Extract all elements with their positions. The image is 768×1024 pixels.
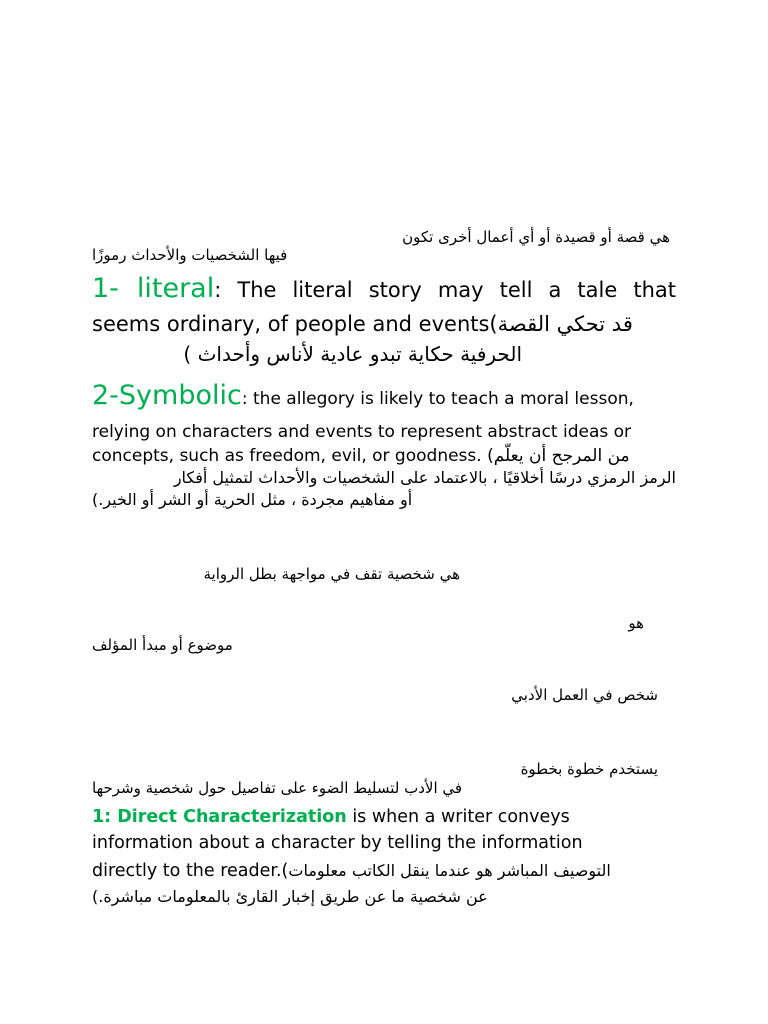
arabic-intro-line-2: فيها الشخصيات والأحداث رموزًا (92, 246, 288, 264)
symbolic-text-3-ar: من المرجح أن يعلّم (493, 446, 630, 466)
literal-line-2 (92, 309, 676, 339)
symbolic-paragraph (92, 376, 676, 511)
literal-paragraph (92, 272, 676, 369)
symbolic-line-2: relying on characters and events to represent abstract ideas or (92, 422, 632, 442)
direct-characterization-heading: 1: Direct Characterization (92, 807, 347, 827)
symbolic-line-5: أو مفاهيم مجردة ، مثل الحرية أو الشر أو الخير.) (92, 490, 413, 509)
literal-text-1: The literal story may tell a tale that (221, 278, 676, 302)
symbolic-heading: 2-Symbolic (92, 380, 242, 411)
symbolic-text-1: the allegory is likely to teach a moral lesson, (247, 389, 634, 409)
direct-text-3-ar: التوصيف المباشر هو عندما ينقل الكاتب معلومات (288, 861, 611, 880)
literal-text-2-en: seems ordinary, of people and events( (92, 312, 498, 336)
arabic-theme-line-1: هو (628, 614, 644, 632)
literal-line-1 (92, 272, 676, 309)
literal-heading: 1- literal (92, 273, 215, 304)
arabic-step-line-1: يستخدم خطوة بخطوة (520, 760, 658, 778)
symbolic-line-1 (92, 376, 676, 419)
direct-line-3 (92, 857, 676, 885)
literal-text-2-ar: قد تحكي القصة (497, 312, 633, 336)
arabic-character: شخص في العمل الأدبي (511, 686, 658, 704)
arabic-theme-line-2: موضوع أو مبدأ المؤلف (92, 636, 233, 654)
arabic-antagonist: هي شخصية تقف في مواجهة بطل الرواية (203, 565, 460, 583)
direct-text-3-en: directly to the reader.( (92, 861, 289, 881)
symbolic-line-4: الرمز الرمزي درسًا أخلاقيًا ، بالاعتماد على الشخصيات والأحداث لتمثيل أفكار (173, 468, 676, 487)
arabic-intro-line-1: هي قصة أو قصيدة أو أي أعمال أخرى تكون (402, 228, 670, 246)
arabic-step-line-2: في الأدب لتسليط الضوء على تفاصيل حول شخصية وشرحها (92, 779, 463, 797)
direct-line-2: information about a character by telling the information (92, 833, 583, 853)
direct-line-1 (92, 804, 676, 830)
symbolic-text-3-en: concepts, such as freedom, evil, or goodness. ( (92, 446, 494, 466)
literal-colon: : (214, 278, 222, 302)
direct-text-1: is when a writer conveys (346, 807, 570, 827)
direct-line-4: عن شخصية ما عن طريق إخبار القارئ بالمعلومات مباشرة.) (92, 887, 488, 906)
literal-line-3: الحرفية حكاية تبدو عادية لأناس وأحداث ) (183, 342, 522, 366)
symbolic-line-3 (92, 445, 676, 467)
symbolic-colon: : (241, 389, 248, 409)
direct-characterization-paragraph (92, 804, 676, 909)
